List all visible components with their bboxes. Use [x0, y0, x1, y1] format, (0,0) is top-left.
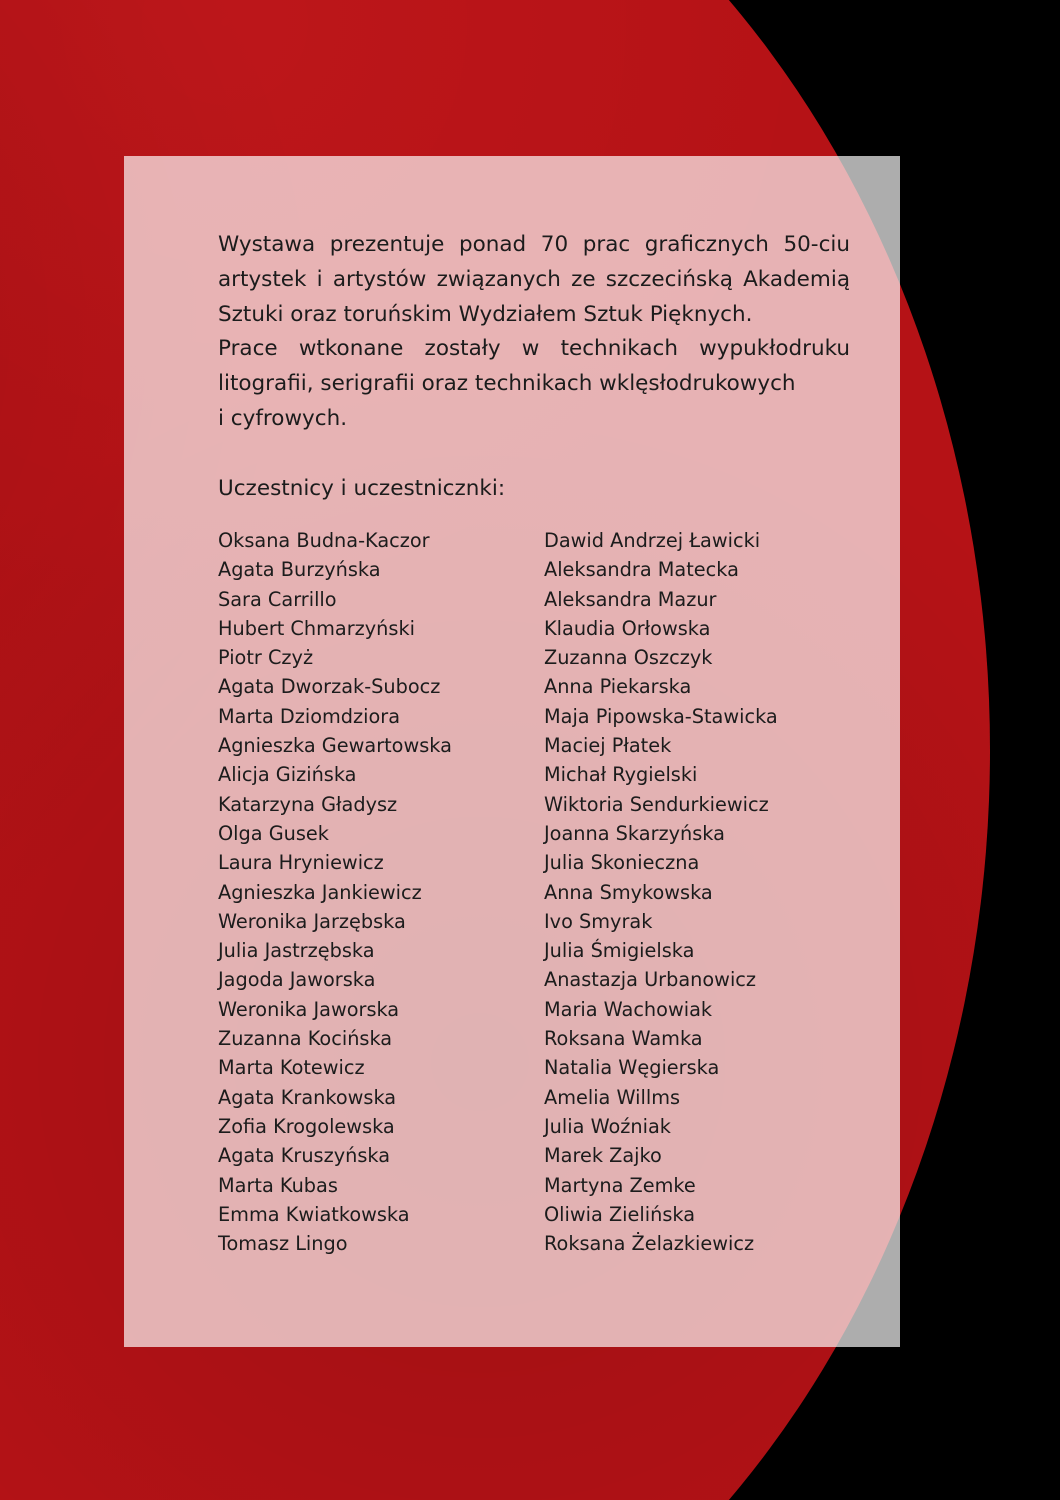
exhibition-description: [218, 228, 850, 437]
description-line: Prace wtkonane zostały w technikach wypukłodruku: [218, 336, 850, 362]
participant-name: Marek Zajko: [544, 1144, 662, 1168]
participant-name: Sara Carrillo: [218, 587, 337, 611]
participant-name: Agnieszka Jankiewicz: [218, 880, 422, 904]
participant-name: Maja Pipowska-Stawicka: [544, 704, 778, 728]
participant-name: Michał Rygielski: [544, 763, 698, 787]
participant-name: Marta Kotewicz: [218, 1056, 365, 1080]
participant-name: Weronika Jaworska: [218, 997, 400, 1021]
participant-name: Natalia Węgierska: [544, 1056, 720, 1080]
participant-name: Marta Dziomdziora: [218, 704, 401, 728]
participant-name: Agata Kruszyńska: [218, 1144, 391, 1168]
description-line: artystek i artystów związanych ze szczecińską Akademią: [218, 266, 850, 292]
participant-name: Klaudia Orłowska: [544, 616, 711, 640]
participant-name: Julia Śmigielska: [544, 939, 695, 963]
participant-name: Maciej Płatek: [544, 734, 672, 758]
participant-name: Wiktoria Sendurkiewicz: [544, 792, 769, 816]
participant-name: Laura Hryniewicz: [218, 851, 384, 875]
participant-name: Dawid Andrzej Ławicki: [544, 529, 761, 552]
participant-name: Piotr Czyż: [218, 646, 314, 670]
participants-heading: Uczestnicy i uczestnicznki:: [218, 476, 506, 501]
description-line: Wystawa prezentuje ponad 70 prac graficznych 50-ciu: [218, 232, 850, 257]
participant-name: Anna Smykowska: [544, 880, 713, 904]
participant-name: Maria Wachowiak: [544, 997, 713, 1021]
participant-name: Ivo Smyrak: [544, 909, 653, 933]
participant-name: Zuzanna Kocińska: [218, 1027, 393, 1051]
participant-name: Emma Kwiatkowska: [218, 1202, 410, 1226]
participants-list-left: [218, 526, 452, 1258]
description-line: litografii, serigrafii oraz technikach wklęsłodrukowych: [218, 371, 796, 397]
participant-name: Agata Dworzak-Subocz: [218, 675, 441, 699]
description-line: Sztuki oraz toruńskim Wydziałem Sztuk Pięknych.: [218, 301, 753, 327]
participant-name: Weronika Jarzębska: [218, 909, 406, 933]
participant-name: Aleksandra Mazur: [544, 587, 717, 611]
participant-name: Anastazja Urbanowicz: [544, 968, 757, 992]
participant-name: Olga Gusek: [218, 821, 329, 845]
participant-name: Zuzanna Oszczyk: [544, 646, 713, 670]
participant-name: Julia Woźniak: [544, 1114, 671, 1138]
participant-name: Roksana Żelazkiewicz: [544, 1232, 755, 1256]
participant-name: Julia Skonieczna: [544, 851, 700, 875]
participant-name: Agata Krankowska: [218, 1085, 397, 1109]
participant-name: Oksana Budna-Kaczor: [218, 529, 430, 552]
participant-name: Anna Piekarska: [544, 675, 692, 699]
participant-name: Martyna Zemke: [544, 1173, 696, 1197]
participant-name: Agnieszka Gewartowska: [218, 734, 452, 758]
participant-name: Katarzyna Gładysz: [218, 792, 398, 816]
participant-name: Zofia Krogolewska: [218, 1114, 395, 1138]
participant-name: Marta Kubas: [218, 1173, 338, 1197]
participant-name: Joanna Skarzyńska: [544, 821, 725, 845]
participant-name: Alicja Gizińska: [218, 763, 357, 787]
text-panel: [124, 156, 900, 1347]
participant-name: Hubert Chmarzyński: [218, 616, 415, 640]
participant-name: Jagoda Jaworska: [218, 968, 376, 992]
participant-name: Tomasz Lingo: [218, 1232, 348, 1256]
participant-name: Aleksandra Matecka: [544, 558, 739, 582]
participant-name: Oliwia Zielińska: [544, 1202, 696, 1226]
participants-list-right: [544, 526, 778, 1258]
participant-name: Amelia Willms: [544, 1085, 681, 1109]
participant-name: Julia Jastrzębska: [218, 939, 375, 963]
participant-name: Roksana Wamka: [544, 1027, 703, 1051]
participant-name: Agata Burzyńska: [218, 558, 381, 582]
description-line: i cyfrowych.: [218, 405, 348, 431]
